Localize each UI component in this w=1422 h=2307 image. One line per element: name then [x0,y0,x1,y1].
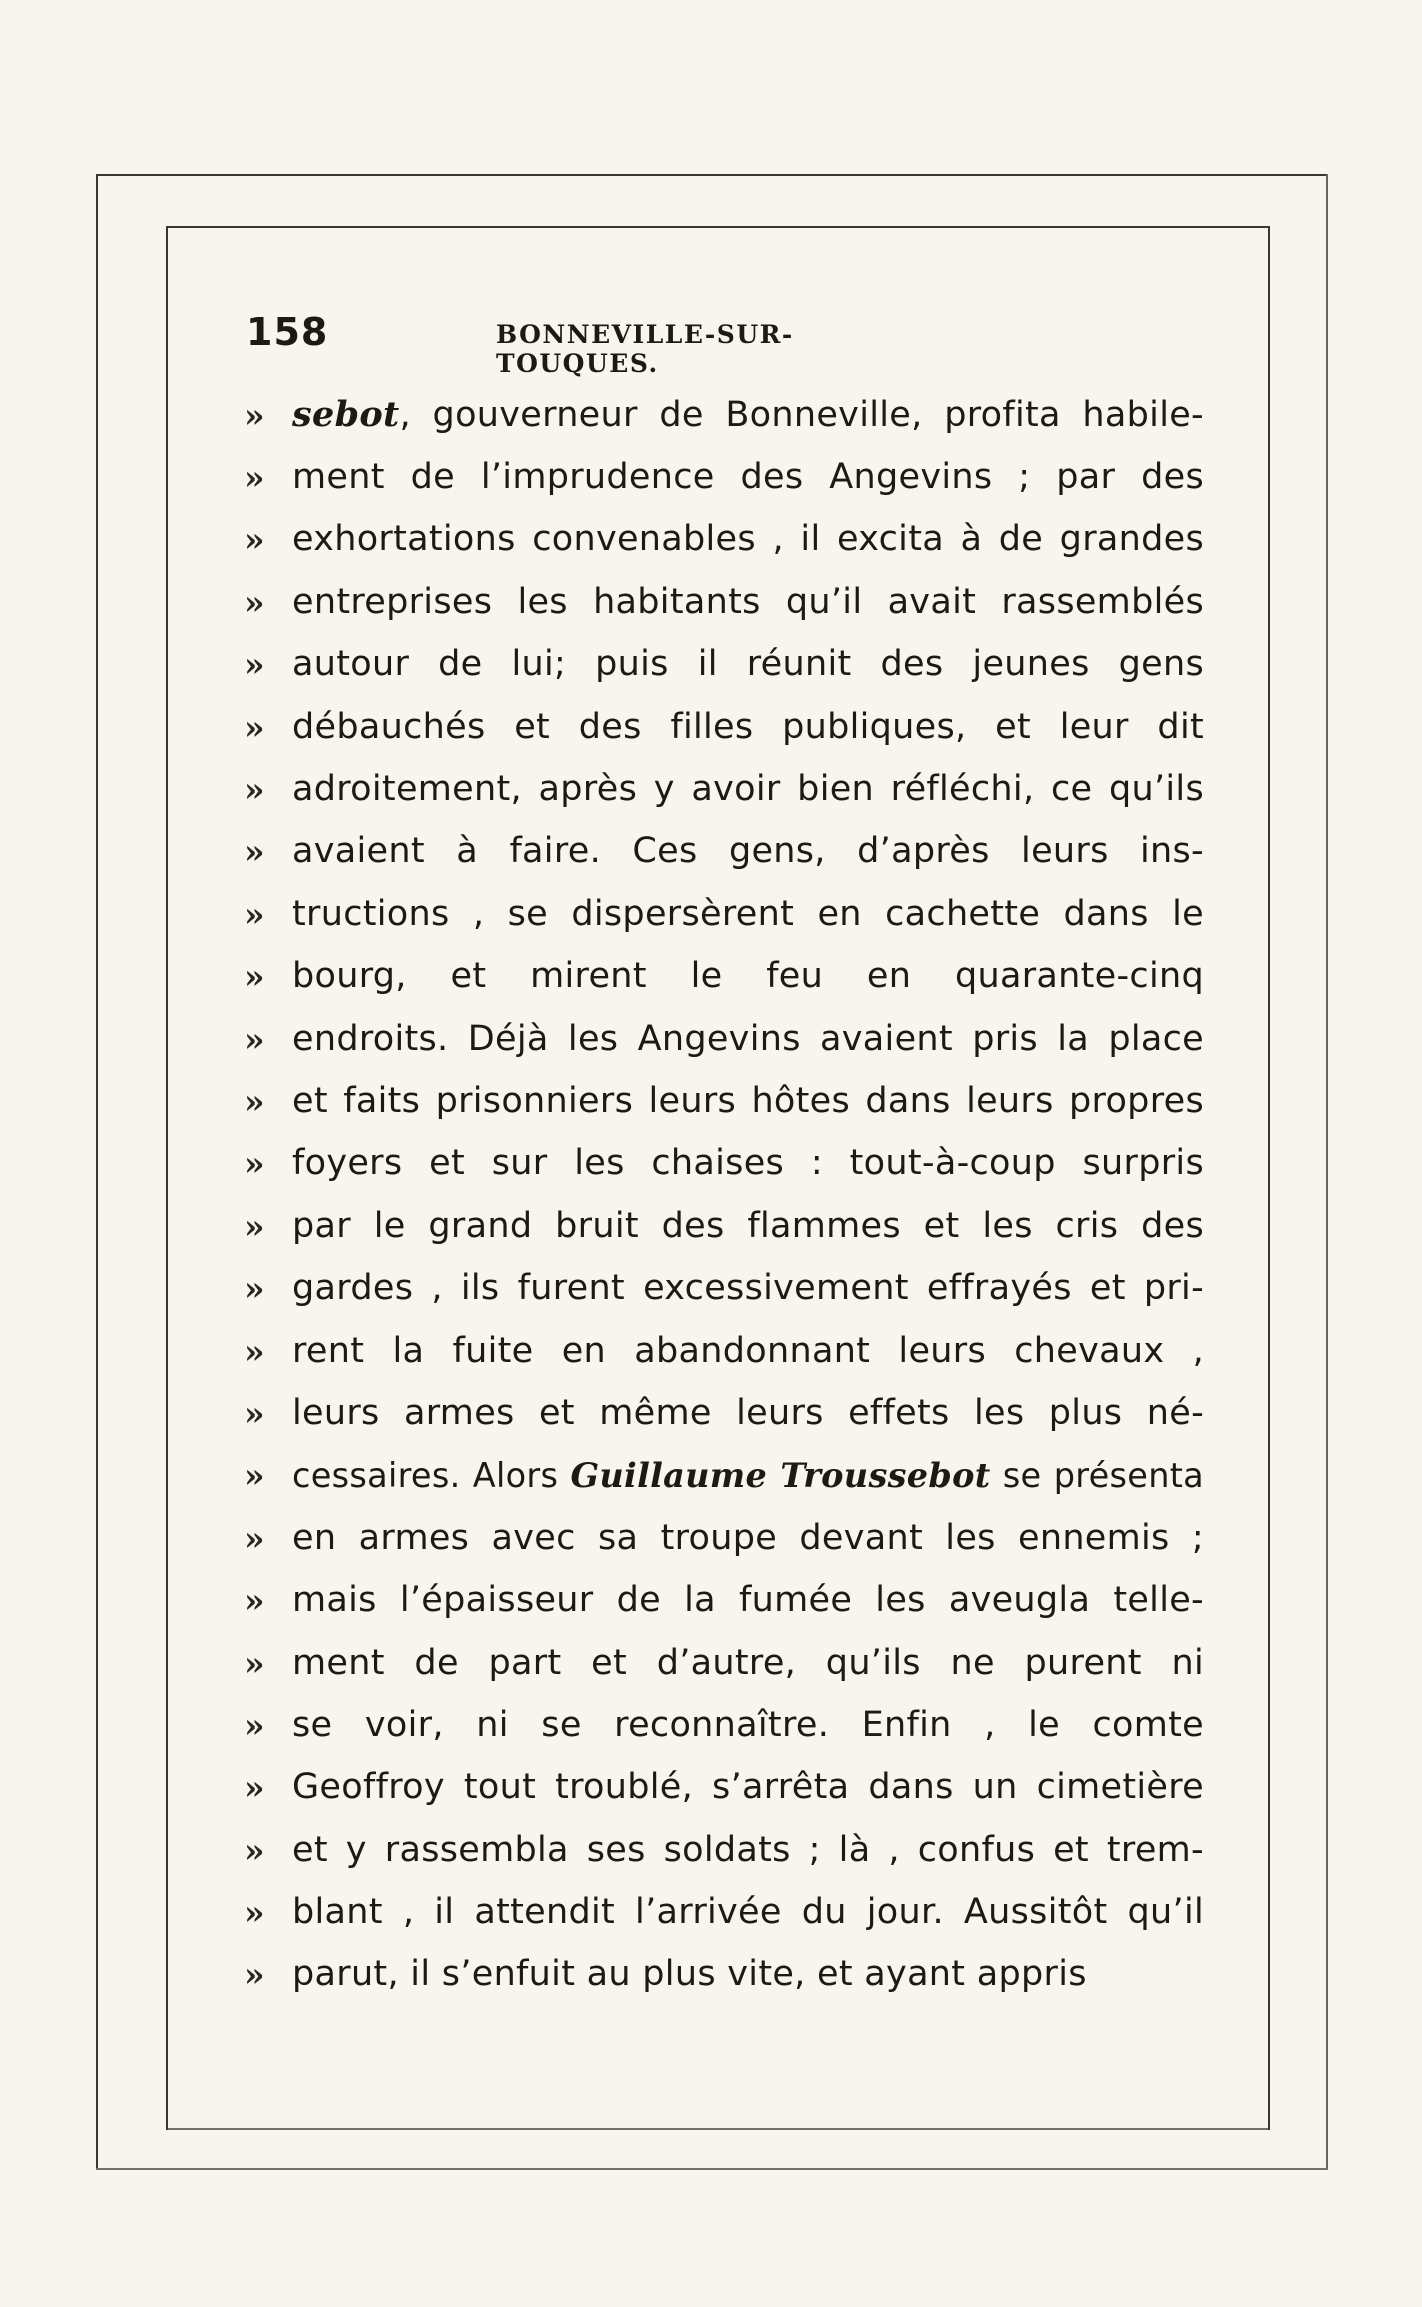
italic-name: sebot [292,394,400,436]
line-text [292,1268,1204,1309]
guillemet-marker: » [244,520,265,560]
text-line [244,1632,1204,1694]
guillemet-marker: » [244,1206,265,1246]
line-text [292,1018,1204,1059]
text-run: blant , il attendit l’arrivée du jour. Aussitôt qu’il [292,1892,1204,1933]
text-run: ment de part et d’autre, qu’ils ne purent ni [292,1642,1204,1683]
line-text [292,1767,1204,1808]
text-run: se voir, ni se reconnaître. Enfin , le comte [292,1704,1204,1745]
line-text [292,457,1204,498]
text-run: se présenta [990,1456,1204,1496]
text-line [244,946,1204,1008]
guillemet-marker: » [244,582,265,622]
text-run: avaient à faire. Ces gens, d’après leurs ins- [292,831,1204,872]
line-text [292,644,1204,685]
text-run: et y rassembla ses soldats ; là , confus et trem- [292,1829,1204,1870]
text-run: en armes avec sa troupe devant les ennemis ; [292,1517,1204,1558]
line-text [292,1517,1204,1558]
line-text [292,1580,1204,1621]
text-run: débauchés et des filles publiques, et leur dit [292,706,1204,747]
line-text [292,1456,1204,1496]
text-run: ment de l’imprudence des Angevins ; par des [292,457,1204,498]
running-head-title: BONNEVILLE-SUR-TOUQUES. [496,320,794,378]
text-line [244,1569,1204,1631]
text-line [244,1070,1204,1132]
guillemet-marker: » [244,1144,265,1184]
italic-name: Guillaume Troussebot [570,1456,991,1496]
line-text [292,706,1204,747]
running-head [246,310,946,378]
text-line [244,571,1204,633]
guillemet-marker: » [244,894,265,934]
text-run: par le grand bruit des flammes et les cris des [292,1205,1204,1246]
text-line [244,1881,1204,1943]
line-text [292,519,1204,560]
outer-right-rule [1326,174,1328,2168]
line-text [292,1829,1204,1870]
text-run: autour de lui; puis il réunit des jeunes gens [292,644,1204,685]
text-line [244,446,1204,508]
text-run: tructions , se dispersèrent en cachette dans le [292,893,1204,934]
text-run: bourg, et mirent le feu en quarante-cinq [292,956,1204,997]
text-run: gardes , ils furent excessivement effrayés et pri- [292,1268,1204,1309]
text-line [244,1133,1204,1195]
text-run: rent la fuite en abandonnant leurs chevaux , [292,1330,1204,1371]
guillemet-marker: » [244,1955,265,1995]
line-text [292,893,1204,934]
text-line [244,1195,1204,1257]
guillemet-marker: » [244,1331,265,1371]
text-run: , gouverneur de Bonneville, profita habile- [399,395,1204,436]
text-run: adroitement, après y avoir bien réfléchi, ce qu’ils [292,769,1204,810]
line-text [292,1143,1204,1184]
text-line [244,1257,1204,1319]
guillemet-marker: » [244,395,265,435]
line-text [292,1954,1204,1995]
text-run: foyers et sur les chaises : tout-à-coup surpris [292,1143,1204,1184]
text-run: leurs armes et même leurs effets les plus né- [292,1392,1204,1433]
outer-left-rule [96,174,98,2168]
text-line [244,1008,1204,1070]
line-text [292,1642,1204,1683]
guillemet-marker: » [244,1705,265,1745]
guillemet-marker: » [244,1768,265,1808]
text-line [244,696,1204,758]
text-run: parut, il s’enfuit au plus vite, et ayant appris [292,1954,1087,1995]
outer-top-rule [96,174,1326,176]
line-text [292,1892,1204,1933]
line-text [292,394,1204,436]
line-text [292,1704,1204,1745]
text-run: Geoffroy tout troublé, s’arrêta dans un cimetière [292,1767,1204,1808]
guillemet-marker: » [244,1518,265,1558]
text-run: mais l’épaisseur de la fumée les aveugla telle- [292,1580,1204,1621]
inner-right-rule [1268,226,1270,2130]
line-text [292,1392,1204,1433]
text-line [244,1382,1204,1444]
inner-bottom-rule [166,2128,1270,2130]
guillemet-marker: » [244,1643,265,1683]
text-line [244,821,1204,883]
text-run: endroits. Déjà les Angevins avaient pris la place [292,1018,1204,1059]
guillemet-marker: » [244,707,265,747]
guillemet-marker: » [244,645,265,685]
guillemet-marker: » [244,1393,265,1433]
guillemet-marker: » [244,1893,265,1933]
line-text [292,1080,1204,1121]
guillemet-marker: » [244,1830,265,1870]
text-line [244,509,1204,571]
line-text [292,831,1204,872]
guillemet-marker: » [244,832,265,872]
line-text [292,1330,1204,1371]
guillemet-marker: » [244,1019,265,1059]
guillemet-marker: » [244,458,265,498]
text-line [244,758,1204,820]
guillemet-marker: » [244,957,265,997]
text-line [244,1944,1204,2006]
line-text [292,956,1204,997]
text-run: et faits prisonniers leurs hôtes dans leurs propres [292,1080,1204,1121]
text-line [244,1819,1204,1881]
text-line [244,1757,1204,1819]
text-line [244,1507,1204,1569]
body-text [244,384,1204,2006]
text-run: exhortations convenables , il excita à de grandes [292,519,1204,560]
text-line [244,634,1204,696]
text-line [244,384,1204,446]
guillemet-marker: » [244,1269,265,1309]
text-line [244,883,1204,945]
guillemet-marker: » [244,1456,265,1496]
text-line [244,1320,1204,1382]
guillemet-marker: » [244,770,265,810]
line-text [292,581,1204,622]
guillemet-marker: » [244,1081,265,1121]
page-number: 158 [246,310,329,354]
line-text [292,1205,1204,1246]
text-run: cessaires. Alors [292,1456,571,1496]
outer-bottom-rule [96,2168,1328,2170]
inner-top-rule [166,226,1268,228]
text-line [244,1694,1204,1756]
line-text [292,769,1204,810]
inner-left-rule [166,226,168,2130]
text-run: entreprises les habitants qu’il avait rassemblés [292,581,1204,622]
guillemet-marker: » [244,1581,265,1621]
text-line [244,1445,1204,1507]
